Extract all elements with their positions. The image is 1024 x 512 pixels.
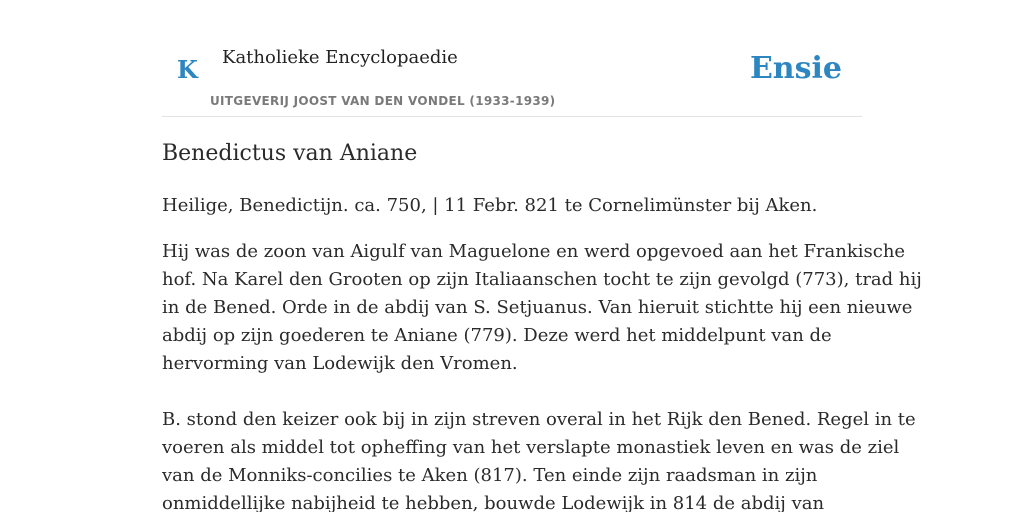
site-title[interactable]: Katholieke Encyclopaedie — [222, 47, 458, 68]
paragraph-line: abdij op zijn goederen te Aniane (779). Deze werd het middelpunt van de — [162, 325, 832, 346]
paragraph-line: voeren als middel tot opheffing van het verslapte monastiek leven en was de ziel — [162, 437, 900, 458]
article-paragraph — [162, 238, 922, 378]
site-logo[interactable]: K — [177, 55, 198, 84]
paragraph-line: van de Monniks-concilies te Aken (817). Ten einde zijn raadsman in zijn — [162, 465, 818, 486]
paragraph-line: hof. Na Karel den Grooten op zijn Italiaanschen tocht te zijn gevolgd (773), trad hij — [162, 269, 922, 290]
article-lead: Heilige, Benedictijn. ca. 750, | 11 Febr. 821 te Cornelimünster bij Aken. — [162, 195, 818, 216]
brand-logo[interactable]: Ensie — [749, 51, 842, 86]
paragraph-line: Hij was de zoon van Aigulf van Maguelone en werd opgevoed aan het Frankische — [162, 241, 906, 262]
article-title: Benedictus van Aniane — [162, 141, 418, 166]
article — [162, 138, 922, 512]
paragraph-line: hervorming van Lodewijk den Vromen. — [162, 353, 518, 374]
article-paragraph — [162, 406, 916, 512]
site-header — [162, 0, 862, 117]
paragraph-line: in de Bened. Orde in de abdij van S. Setjuanus. Van hieruit stichtte hij een nieuwe — [162, 297, 913, 318]
publisher-subtitle: UITGEVERIJ JOOST VAN DEN VONDEL (1933-1939) — [210, 94, 556, 108]
paragraph-line: B. stond den keizer ook bij in zijn streven overal in het Rijk den Bened. Regel in te — [162, 409, 916, 430]
paragraph-line: onmiddellijke nabijheid te hebben, bouwde Lodewijk in 814 de abdij van — [162, 493, 825, 512]
